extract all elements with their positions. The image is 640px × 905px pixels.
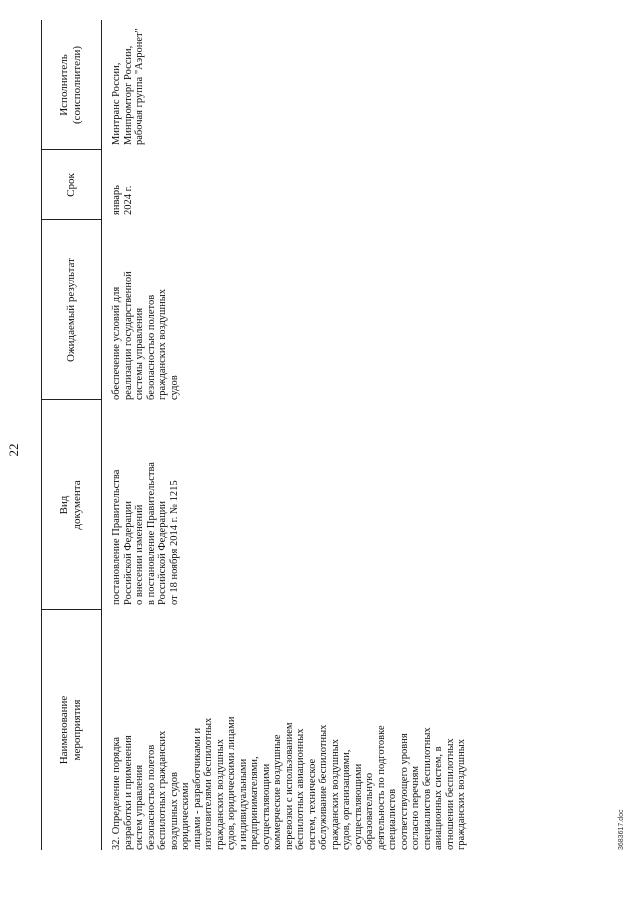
header-bottom-border: [101, 20, 102, 850]
table-top-border: [41, 20, 42, 850]
header-executor: Исполнитель (соисполнители): [58, 45, 83, 125]
row-doc-type: постановление Правительства Российской Федерации о внесении изменений в постановление Правительства Российской Федерации от 18 ноября 2014 г. № 1215: [111, 462, 180, 605]
header-doc-type: Вид документа: [58, 480, 83, 530]
row-result: обеспечение условий для реализации государственной системы управления безопасностью полетов гражданских воздушных судов: [111, 271, 180, 400]
file-name: 3683617.doc: [618, 809, 625, 850]
header-result: Ожидаемый результат: [64, 258, 77, 362]
row-executor: Минтранс России, Минпромторг России, рабочая группа "Аэронет": [111, 28, 145, 145]
row-deadline: январь 2024 г.: [111, 185, 134, 215]
page-number: 22: [6, 443, 21, 457]
row-name: 32. Определение порядка разработки и применения систем управления безопасностью полетов беспилотных гражданских воздушных судов юридическими лицами - разработчиками и изготовителями беспилотных гражданских воздушных судов, юридическими лицами и индивидуальными предпринимателями, осуществляющими коммерческие воздушные перевозки с использованием беспилотных авиационных систем, техническое обслуживание беспилотных гражданских воздушных судов, организациями, осуществляющими образовательную деятельность по подготовке специалистов соответствующего уровня согласно перечням специалистов беспилотных авиационных систем, в отношении беспилотных гражданских воздушных: [111, 716, 467, 850]
header-deadline: Срок: [64, 173, 77, 197]
header-name: Наименование мероприятия: [58, 695, 83, 765]
activities-table: [41, 20, 611, 850]
